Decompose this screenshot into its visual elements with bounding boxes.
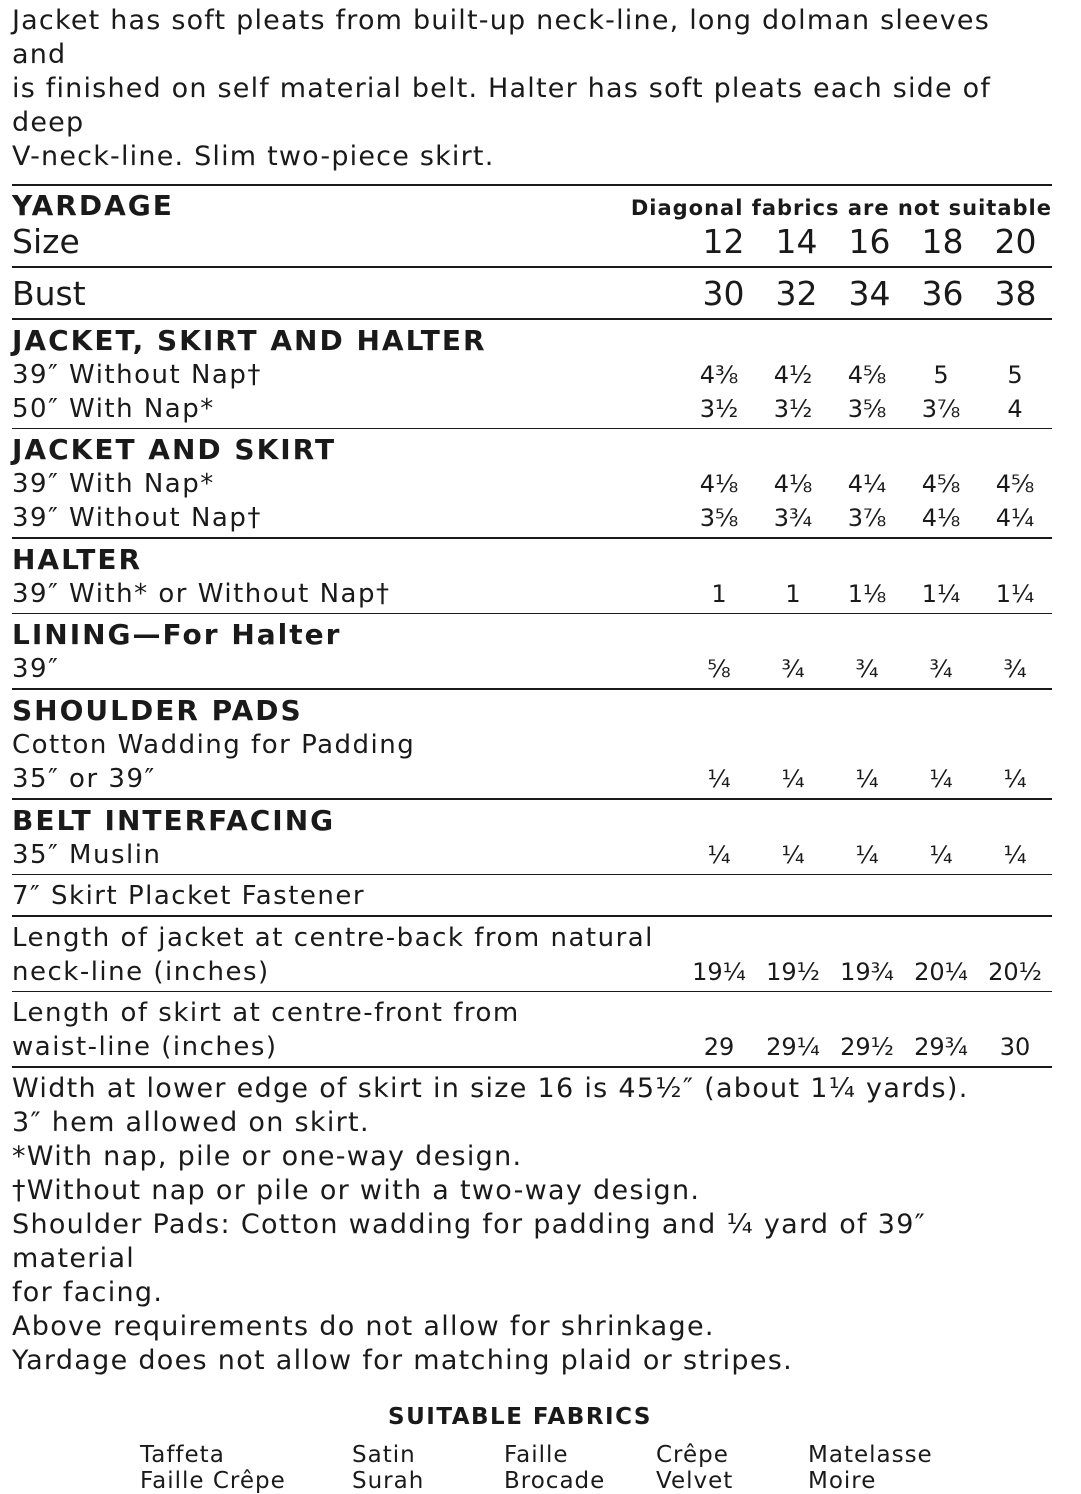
row-value: 3½ <box>699 394 739 423</box>
section-placket <box>12 875 1052 915</box>
yardage-title: YARDAGE <box>12 189 174 222</box>
section-title: JACKET, SKIRT AND HALTER <box>12 323 487 357</box>
fabric-name: Moire <box>808 1468 877 1494</box>
fabric-name: Matelasse <box>808 1442 933 1469</box>
fabric-column <box>656 1442 808 1494</box>
placket-label: 7″ Skirt Placket Fastener <box>12 881 366 912</box>
section-jacket-skirt-halter <box>12 320 1052 428</box>
skirt-length-line <box>12 996 1052 1030</box>
yardage-row <box>12 838 1052 872</box>
skirt-length-label: waist-line (inches) <box>12 1032 278 1063</box>
row-value: ¼ <box>855 840 879 869</box>
row-value: 4½ <box>773 360 813 389</box>
fabric-name: Faille <box>504 1442 569 1469</box>
row-value: 1 <box>711 579 727 608</box>
section-title: SHOULDER PADS <box>12 693 303 727</box>
jacket-length-value: 20½ <box>988 957 1042 986</box>
yardage-row <box>12 392 1052 426</box>
row-value: 4⅜ <box>699 360 739 389</box>
row-value: ¼ <box>707 840 731 869</box>
row-value: 3⅝ <box>699 504 739 533</box>
row-value: 1¼ <box>921 579 961 608</box>
jacket-length-row <box>12 955 1052 989</box>
fabric-name: Velvet <box>656 1468 734 1494</box>
size-label: Size <box>12 222 80 261</box>
row-value: 5 <box>933 360 949 389</box>
yardage-row <box>12 358 1052 392</box>
row-value: ¼ <box>1003 764 1027 793</box>
size-row <box>12 222 1052 262</box>
fabric-column <box>808 1442 958 1494</box>
section-halter <box>12 539 1052 613</box>
size-value: 16 <box>848 222 891 261</box>
yardage-row <box>12 728 1052 762</box>
note-line: †Without nap or pile or with a two-way design. <box>12 1175 701 1207</box>
yardage-header <box>12 188 1052 222</box>
bust-values <box>687 274 1052 314</box>
row-value: 4⅛ <box>699 470 739 499</box>
row-value: ¼ <box>929 840 953 869</box>
row-value: 3⅞ <box>847 504 887 533</box>
jacket-length-value: 19¼ <box>692 957 746 986</box>
section-title: JACKET AND SKIRT <box>12 433 337 467</box>
fabric-column <box>352 1442 504 1494</box>
bust-value: 32 <box>775 273 818 313</box>
size-value: 14 <box>775 222 818 261</box>
fabric-column <box>140 1442 352 1494</box>
row-label: Cotton Wadding for Padding <box>12 729 416 760</box>
row-value: 4 <box>1007 394 1023 423</box>
skirt-length-value: 29¼ <box>766 1033 820 1062</box>
row-value: 3⅞ <box>921 394 961 423</box>
bust-value: 38 <box>994 273 1037 313</box>
row-label: 39″ <box>12 654 60 685</box>
jacket-length-label: neck-line (inches) <box>12 956 270 987</box>
bust-value: 34 <box>848 273 891 313</box>
section-jacket-length <box>12 917 1052 991</box>
skirt-length-value: 30 <box>999 1033 1031 1062</box>
yardage-row <box>12 652 1052 686</box>
row-value: 3½ <box>773 394 813 423</box>
row-value: ¾ <box>1003 655 1027 684</box>
fabric-name: Brocade <box>504 1468 606 1494</box>
note-line: *With nap, pile or one-way design. <box>12 1141 523 1173</box>
diagonal-note: Diagonal fabrics are not suitable <box>630 196 1052 220</box>
skirt-length-value: 29 <box>703 1033 735 1062</box>
row-value: 4⅝ <box>921 470 961 499</box>
section-belt-interfacing <box>12 800 1052 874</box>
row-value: 5 <box>1007 360 1023 389</box>
row-value: 1¼ <box>995 579 1035 608</box>
fabrics-title: SUITABLE FABRICS <box>388 1404 652 1431</box>
jacket-length-value: 19½ <box>766 957 820 986</box>
fabric-name: Surah <box>352 1468 425 1494</box>
row-value: 1 <box>785 579 801 608</box>
row-value: 3¾ <box>773 504 813 533</box>
note-line: Above requirements do not allow for shrinkage. <box>12 1311 715 1343</box>
description-line: V-neck-line. Slim two-piece skirt. <box>12 141 495 172</box>
section-title: LINING—For Halter <box>12 618 342 652</box>
row-label: 39″ Without Nap† <box>12 359 262 390</box>
fabric-name: Satin <box>352 1442 416 1469</box>
section-title: HALTER <box>12 542 143 576</box>
skirt-length-row <box>12 1030 1052 1064</box>
yardage-row <box>12 467 1052 501</box>
jacket-length-value: 20¼ <box>914 957 968 986</box>
row-value: 3⅝ <box>847 394 887 423</box>
row-value: 4⅛ <box>921 504 961 533</box>
bust-value: 36 <box>921 273 964 313</box>
row-label: 35″ Muslin <box>12 839 162 870</box>
size-value: 20 <box>994 222 1037 261</box>
divider <box>12 1066 1052 1068</box>
pattern-envelope-back <box>12 4 1052 1494</box>
fabric-column <box>504 1442 656 1494</box>
row-value: 4⅝ <box>995 470 1035 499</box>
jacket-length-value: 19¾ <box>840 957 894 986</box>
bust-label: Bust <box>12 273 86 313</box>
fabrics-grid <box>140 1442 1052 1494</box>
size-value: 12 <box>702 222 745 261</box>
row-value: ¼ <box>929 764 953 793</box>
section-shoulder-pads <box>12 690 1052 798</box>
row-label: 39″ With Nap* <box>12 469 215 500</box>
description-line: is finished on self material belt. Halter has soft pleats each side of deep <box>12 73 992 138</box>
section-skirt-length <box>12 992 1052 1066</box>
bust-value: 30 <box>702 273 745 313</box>
skirt-length-value: 29¾ <box>914 1033 968 1062</box>
row-value: 4¼ <box>847 470 887 499</box>
note-line: 3″ hem allowed on skirt. <box>12 1107 370 1139</box>
row-value: 4⅝ <box>847 360 887 389</box>
note-line: Width at lower edge of skirt in size 16 is 45½″ (about 1¼ yards). <box>12 1073 969 1105</box>
description-line: Jacket has soft pleats from built-up neck-line, long dolman sleeves and <box>12 5 991 70</box>
section-jacket-skirt <box>12 429 1052 537</box>
row-value: ¼ <box>781 840 805 869</box>
row-value: 1⅛ <box>847 579 887 608</box>
note-line: Shoulder Pads: Cotton wadding for padding and ¼ yard of 39″ material <box>12 1209 927 1275</box>
section-lining <box>12 614 1052 688</box>
size-values <box>687 222 1052 262</box>
fabric-name: Faille Crêpe <box>140 1468 286 1494</box>
row-value: ¼ <box>781 764 805 793</box>
row-value: ⅝ <box>707 655 731 684</box>
section-title: BELT INTERFACING <box>12 803 336 837</box>
skirt-length-value: 29½ <box>840 1033 894 1062</box>
jacket-length-label: Length of jacket at centre-back from natural <box>12 922 654 953</box>
jacket-length-line <box>12 921 1052 955</box>
note-line: for facing. <box>12 1277 164 1309</box>
size-value: 18 <box>921 222 964 261</box>
suitable-fabrics <box>12 1404 1052 1494</box>
row-value: ¾ <box>781 655 805 684</box>
row-value: ¾ <box>929 655 953 684</box>
notes <box>12 1072 1052 1378</box>
fabric-name: Taffeta <box>140 1442 225 1469</box>
yardage-row <box>12 577 1052 611</box>
row-label: 35″ or 39″ <box>12 763 156 794</box>
row-value: 4⅛ <box>773 470 813 499</box>
divider <box>12 184 1052 186</box>
skirt-length-label: Length of skirt at centre-front from <box>12 998 520 1029</box>
bust-row <box>12 268 1052 314</box>
row-label: 50″ With Nap* <box>12 393 215 424</box>
row-value: ¼ <box>1003 840 1027 869</box>
fabric-name: Crêpe <box>656 1442 729 1469</box>
yardage-row <box>12 762 1052 796</box>
placket-row <box>12 879 1052 913</box>
description <box>12 4 1052 174</box>
row-label: 39″ With* or Without Nap† <box>12 578 391 609</box>
note-line: Yardage does not allow for matching plaid or stripes. <box>12 1345 794 1377</box>
row-value: 4¼ <box>995 504 1035 533</box>
row-value: ¾ <box>855 655 879 684</box>
yardage-row <box>12 501 1052 535</box>
row-label: 39″ Without Nap† <box>12 503 262 534</box>
row-value: ¼ <box>855 764 879 793</box>
row-value: ¼ <box>707 764 731 793</box>
